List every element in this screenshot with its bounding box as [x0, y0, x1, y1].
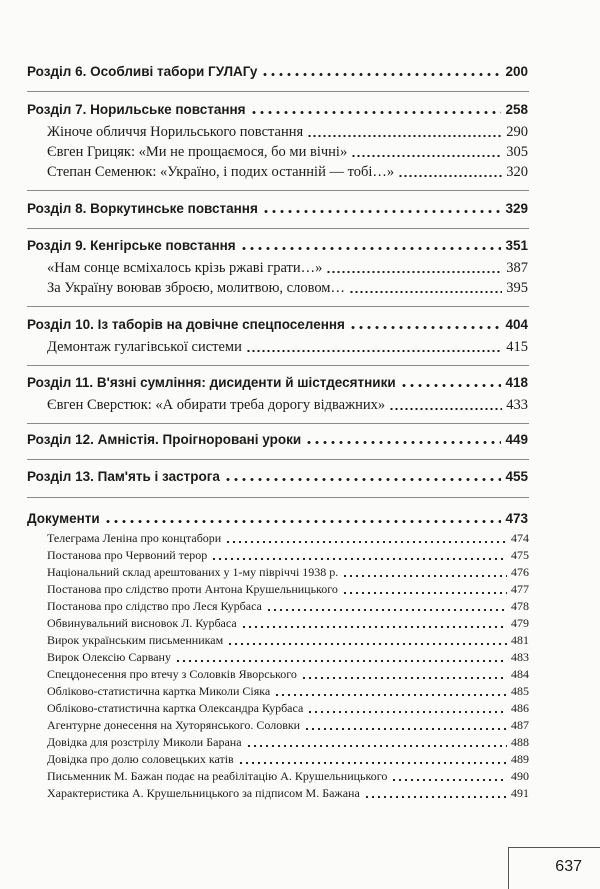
- document-title: Обліково-статистична картка Миколи Сіяка: [47, 684, 271, 698]
- dot-leader: [246, 745, 507, 747]
- document-entry[interactable]: [47, 769, 529, 784]
- page-ref: 487: [511, 718, 529, 732]
- document-entry[interactable]: [47, 565, 529, 580]
- document-title: Постанова про слідство про Леся Курбаса: [47, 599, 262, 613]
- chapter-title: Розділ 7. Норильське повстання: [27, 102, 246, 117]
- document-entry[interactable]: [47, 650, 529, 665]
- page-ref: 481: [511, 633, 529, 647]
- document-entry[interactable]: [47, 752, 529, 767]
- dot-leader: [391, 779, 507, 781]
- section-divider: [27, 459, 529, 460]
- dot-leader: [305, 441, 501, 444]
- dot-leader: [274, 694, 507, 696]
- page-ref: 484: [511, 667, 529, 681]
- dot-leader: [250, 111, 502, 114]
- toc-subentry[interactable]: [47, 144, 528, 161]
- dot-leader: [349, 326, 502, 329]
- toc-subentry[interactable]: [47, 260, 528, 277]
- dot-leader: [241, 626, 507, 628]
- subentry-title: Євген Грицяк: «Ми не прощаємося, бо ми вічні»: [47, 144, 348, 160]
- document-title: Національний склад арештованих у 1-му півріччі 1938 р.: [47, 565, 339, 579]
- dot-leader: [225, 541, 507, 543]
- dot-leader: [400, 384, 502, 387]
- chapter-title: Розділ 13. Пам'ять і застрога: [27, 469, 220, 484]
- dot-leader: [227, 643, 507, 645]
- page-number: 637: [555, 858, 582, 875]
- page-ref: 489: [511, 752, 529, 766]
- subentry-title: Демонтаж гулагівської системи: [47, 339, 242, 355]
- page-ref: 449: [505, 432, 528, 447]
- dot-leader: [262, 210, 502, 213]
- document-title: Обвинувальний висновок Л. Курбаса: [47, 616, 237, 630]
- document-title: Характеристика А. Крушельницького за підписом М. Бажана: [47, 786, 360, 800]
- page-ref: 404: [505, 317, 528, 332]
- chapter-title: Розділ 6. Особливі табори ГУЛАГу: [27, 64, 258, 79]
- document-title: Агентурне донесення на Хуторянського. Соловки: [47, 718, 301, 732]
- dot-leader: [349, 291, 502, 293]
- toc-entry-chapter-8[interactable]: [27, 201, 528, 216]
- toc-entry-chapter-7[interactable]: [27, 102, 528, 117]
- chapter-title: Розділ 9. Кенгірське повстання: [27, 238, 236, 253]
- document-entry[interactable]: [47, 616, 529, 631]
- dot-leader: [175, 660, 507, 662]
- dot-leader: [246, 350, 502, 352]
- document-entry[interactable]: [47, 633, 529, 648]
- toc-subentry[interactable]: [47, 124, 528, 141]
- document-entry[interactable]: [47, 786, 529, 801]
- page-ref: 418: [505, 375, 528, 390]
- page-ref: 415: [506, 339, 528, 355]
- chapter-title: Розділ 12. Амністія. Проігноровані уроки: [27, 432, 302, 447]
- section-divider: [27, 497, 529, 498]
- document-title: Постанова про слідство проти Антона Крушельницького: [47, 582, 338, 596]
- document-title: Довідка про долю соловецьких катів: [47, 752, 234, 766]
- document-entry[interactable]: [47, 667, 529, 682]
- dot-leader: [307, 711, 507, 713]
- page-ref: 305: [506, 144, 528, 160]
- dot-leader: [304, 728, 507, 730]
- page-number-box: [508, 847, 600, 889]
- page-ref: 475: [511, 548, 529, 562]
- page-ref: 477: [511, 582, 529, 596]
- subentry-title: Євген Сверстюк: «А обирати треба дорогу відважних»: [47, 397, 386, 413]
- toc-subentry[interactable]: [47, 280, 528, 297]
- section-title: Документи: [27, 511, 100, 526]
- page-ref: 258: [505, 102, 528, 117]
- document-entry[interactable]: [47, 718, 529, 733]
- dot-leader: [307, 135, 502, 137]
- toc-subentry[interactable]: [47, 164, 528, 181]
- document-entry[interactable]: [47, 684, 529, 699]
- dot-leader: [342, 575, 507, 577]
- document-entry[interactable]: [47, 531, 529, 546]
- document-title: Вирок Олексію Сарвану: [47, 650, 171, 664]
- dot-leader: [326, 271, 502, 273]
- document-title: Спецдонесення про втечу з Соловків Яворського: [47, 667, 297, 681]
- dot-leader: [398, 175, 502, 177]
- document-title: Постанова про Червоний терор: [47, 548, 208, 562]
- document-entry[interactable]: [47, 599, 529, 614]
- document-entry[interactable]: [47, 582, 529, 597]
- page-ref: 488: [511, 735, 529, 749]
- page-ref: 473: [505, 511, 528, 526]
- page-ref: 290: [506, 124, 528, 140]
- page-ref: 200: [505, 64, 528, 79]
- page-ref: 479: [511, 616, 529, 630]
- subentry-title: Степан Семенюк: «Україно, і подих останній — тобі…»: [47, 164, 395, 180]
- page-ref: 329: [505, 201, 528, 216]
- subentry-title: «Нам сонце всміхалось крізь ржаві грати…»: [47, 260, 323, 276]
- chapter-title: Розділ 10. Із таборів на довічне спецпоселення: [27, 317, 345, 332]
- document-title: Телеграма Леніна про концтабори: [47, 531, 222, 545]
- toc-entry-chapter-11[interactable]: [27, 375, 528, 390]
- subentry-title: За Україну воював зброєю, молитвою, словом…: [47, 280, 345, 296]
- toc-subentry[interactable]: [47, 397, 528, 414]
- dot-leader: [240, 247, 502, 250]
- page-ref: 455: [505, 469, 528, 484]
- toc-entry-documents[interactable]: [27, 511, 528, 526]
- page-ref: 491: [511, 786, 529, 800]
- page-ref: 485: [511, 684, 529, 698]
- dot-leader: [389, 408, 502, 410]
- chapter-title: Розділ 11. В'язні сумління: дисиденти й шістдесятники: [27, 375, 396, 390]
- section-divider: [27, 306, 529, 307]
- page-ref: 483: [511, 650, 529, 664]
- dot-leader: [261, 73, 501, 76]
- section-divider: [27, 91, 529, 92]
- page-ref: 474: [511, 531, 529, 545]
- dot-leader: [224, 478, 502, 481]
- dot-leader: [266, 609, 507, 611]
- page-ref: 476: [511, 565, 529, 579]
- dot-leader: [364, 796, 507, 798]
- dot-leader: [104, 520, 502, 523]
- page-ref: 486: [511, 701, 529, 715]
- document-title: Обліково-статистична картка Олександра Курбаса: [47, 701, 304, 715]
- subentry-title: Жіноче обличчя Норильського повстання: [47, 124, 304, 140]
- dot-leader: [342, 592, 507, 594]
- dot-leader: [301, 677, 507, 679]
- document-title: Довідка для розстрілу Миколи Барана: [47, 735, 242, 749]
- document-title: Письменник М. Бажан подає на реабілітацію А. Крушельницького: [47, 769, 388, 783]
- toc-entry-chapter-10[interactable]: [27, 317, 528, 332]
- dot-leader: [351, 155, 502, 157]
- section-divider: [27, 190, 529, 191]
- dot-leader: [211, 558, 507, 560]
- page-ref: 478: [511, 599, 529, 613]
- page-ref: 433: [506, 397, 528, 413]
- document-entry[interactable]: [47, 701, 529, 716]
- toc-subentry[interactable]: [47, 339, 528, 356]
- toc-entry-chapter-6[interactable]: [27, 64, 528, 79]
- document-entry[interactable]: [47, 548, 529, 563]
- page-ref: 320: [506, 164, 528, 180]
- page-ref: 351: [505, 238, 528, 253]
- section-divider: [27, 365, 529, 366]
- page-ref: 490: [511, 769, 529, 783]
- page-ref: 387: [506, 260, 528, 276]
- page-ref: 395: [506, 280, 528, 296]
- document-entry[interactable]: [47, 735, 529, 750]
- dot-leader: [238, 762, 507, 764]
- toc-entry-chapter-9[interactable]: [27, 238, 528, 253]
- chapter-title: Розділ 8. Воркутинське повстання: [27, 201, 258, 216]
- document-title: Вирок українським письменникам: [47, 633, 224, 647]
- section-divider: [27, 423, 529, 424]
- toc-entry-chapter-13[interactable]: [27, 469, 528, 484]
- toc-entry-chapter-12[interactable]: [27, 432, 528, 447]
- section-divider: [27, 228, 529, 229]
